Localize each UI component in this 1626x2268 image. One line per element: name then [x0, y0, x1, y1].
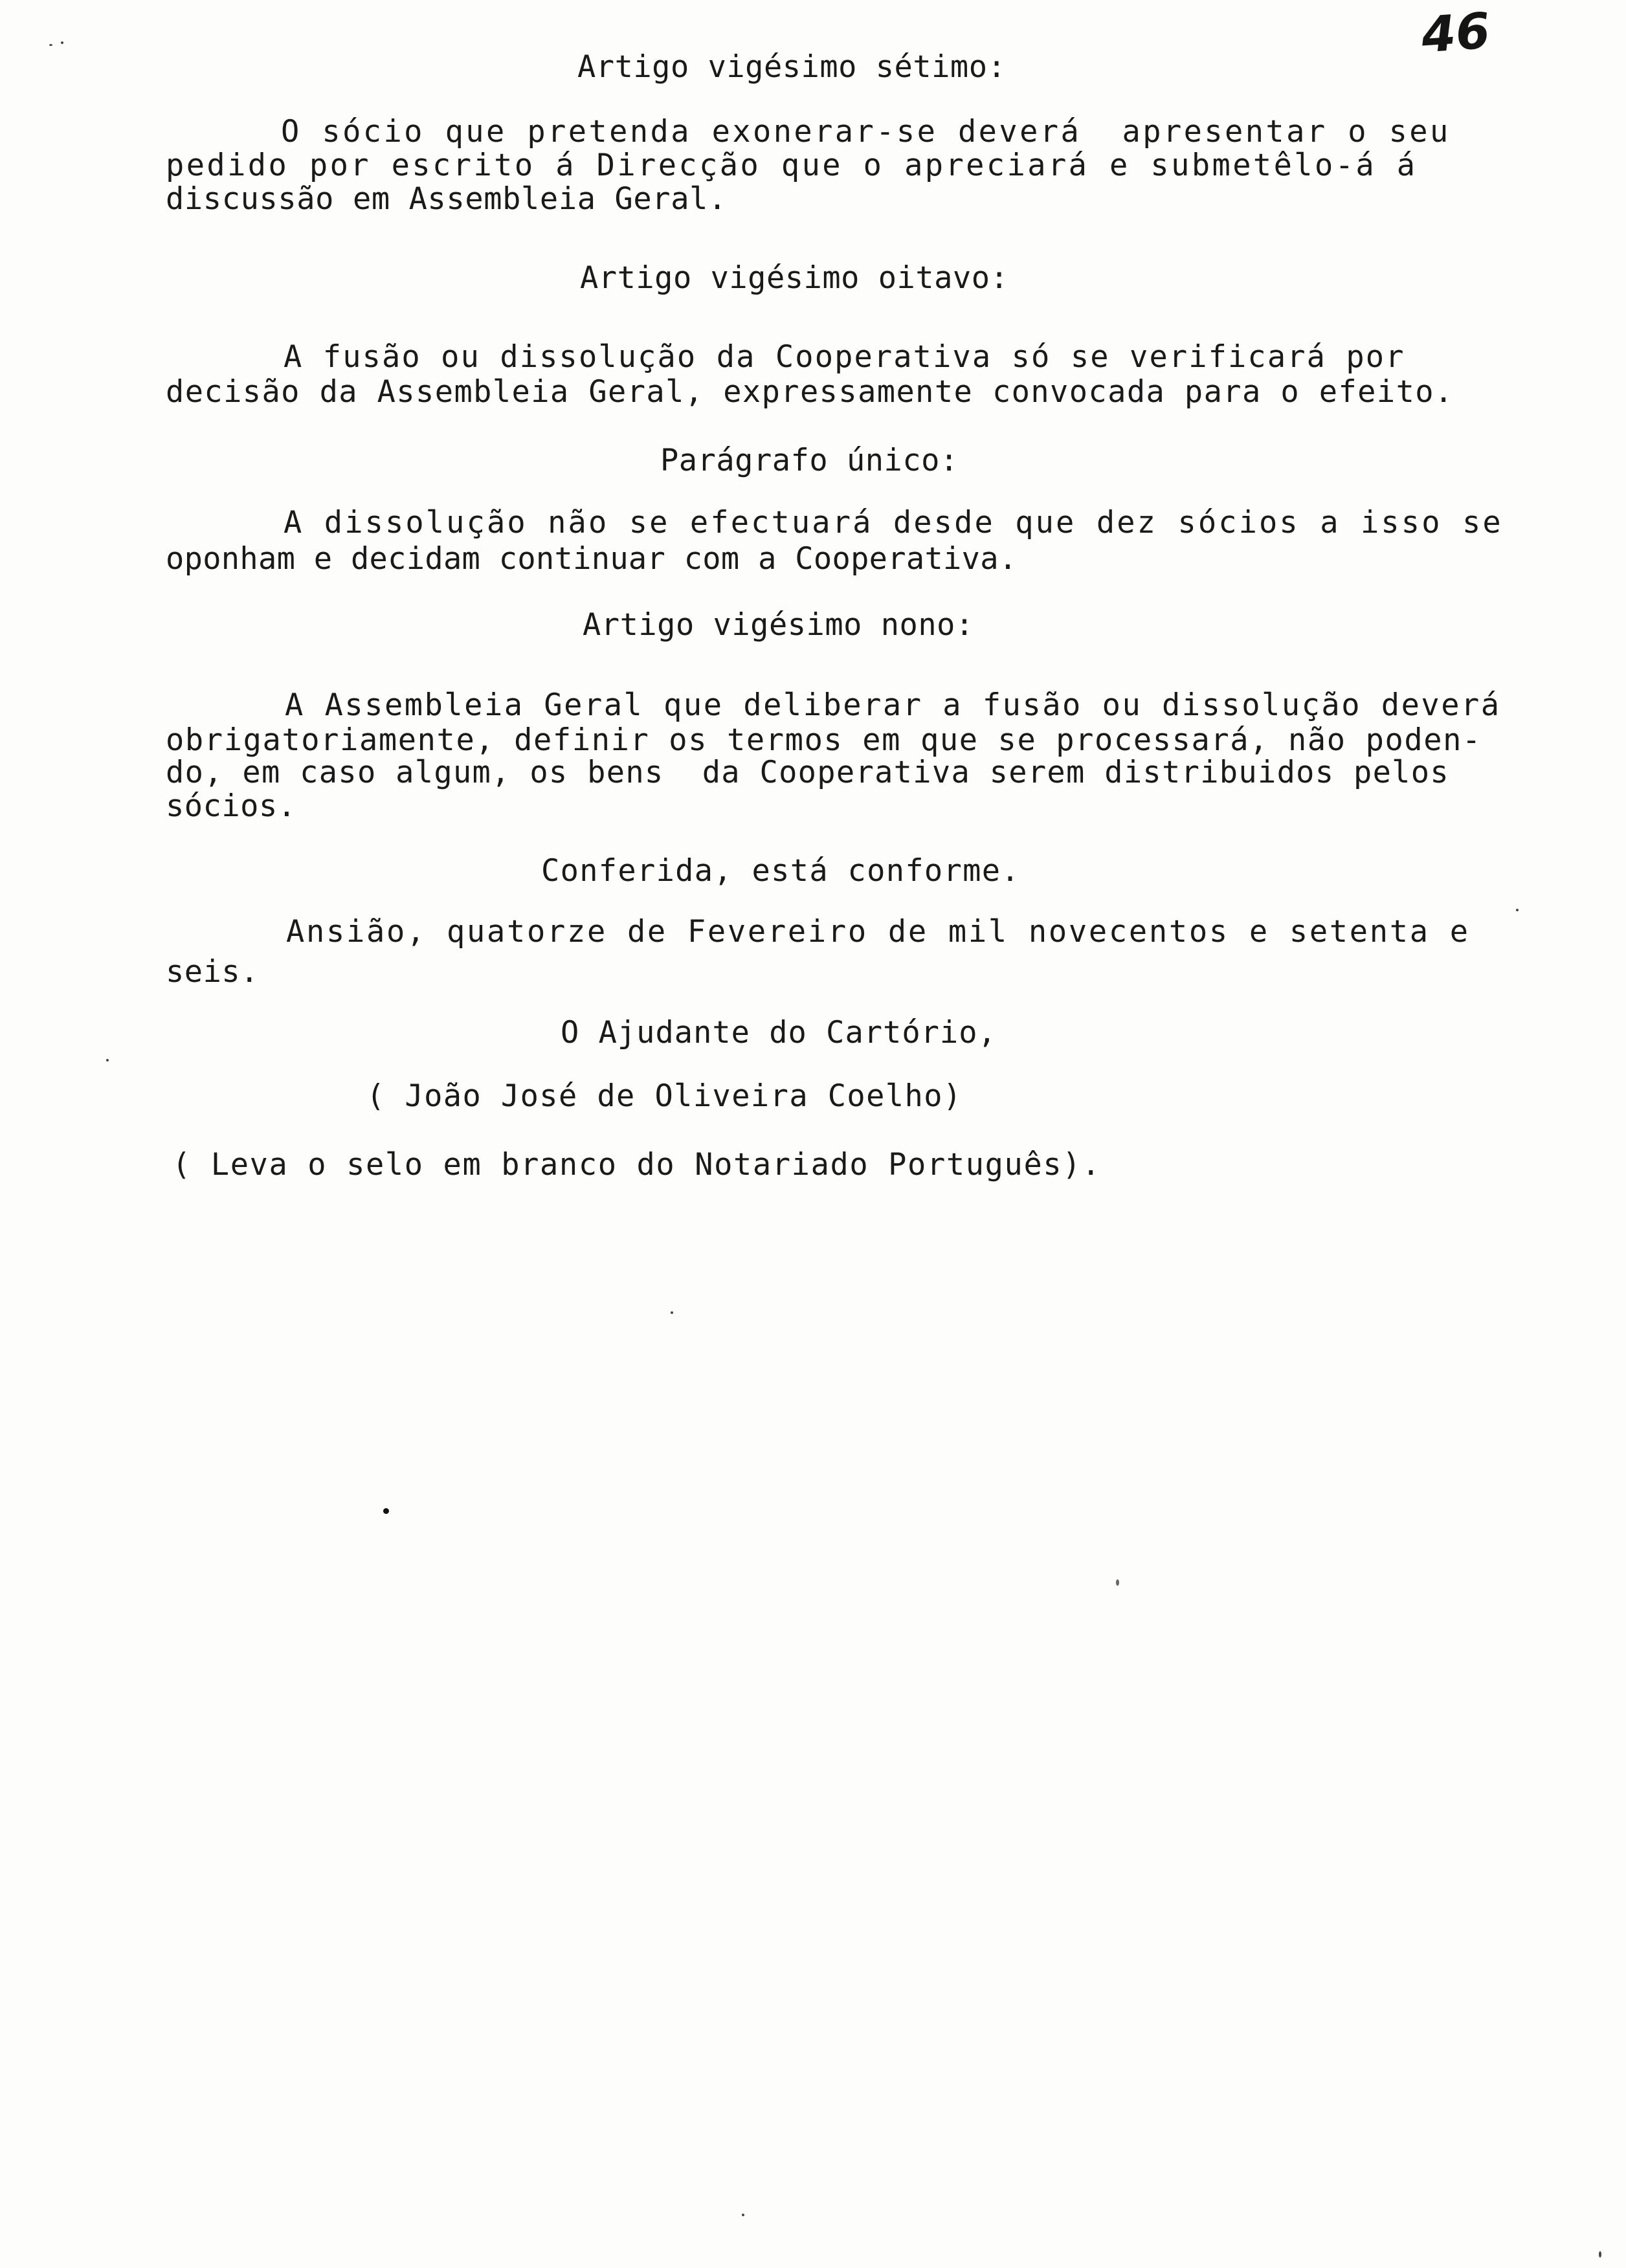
scan-speck — [61, 41, 63, 44]
conferida-line: Conferida, está conforme. — [541, 853, 1020, 889]
article-27-line-1: O sócio que pretenda exonerar-se deverá apresentar o seu — [281, 114, 1451, 150]
seal-note: ( Leva o selo em branco do Notariado Português). — [172, 1147, 1102, 1183]
notary-role: O Ajudante do Cartório, — [561, 1015, 997, 1051]
scan-speck — [671, 1311, 673, 1314]
article-27-heading: Artigo vigésimo sétimo: — [577, 49, 1007, 85]
article-27-line-3: discussão em Assembleia Geral. — [166, 181, 727, 217]
scan-speck — [742, 2214, 744, 2216]
article-28-subheading: Parágrafo único: — [660, 443, 959, 478]
scan-speck — [1599, 2251, 1601, 2258]
date-line-1: Ansião, quatorze de Fevereiro de mil novecentos e setenta e — [286, 914, 1470, 950]
scan-speck — [106, 1059, 109, 1062]
signatory-name: ( João José de Oliveira Coelho) — [366, 1078, 963, 1114]
article-29-line-3: do, em caso algum, os bens da Cooperativa serem distribuidos pelos — [166, 755, 1449, 790]
article-28-line-2: decisão da Assembleia Geral, expressamente convocada para o efeito. — [166, 374, 1454, 410]
scan-speck — [1516, 909, 1519, 911]
article-28-sub-line-2: oponham e decidam continuar com a Cooperativa. — [166, 541, 1018, 577]
article-29-line-2: obrigatoriamente, definir os termos em que se processará, não poden- — [166, 722, 1482, 758]
article-29-line-1: A Assembleia Geral que deliberar a fusão ou dissolução deverá — [285, 687, 1501, 723]
date-line-2: seis. — [166, 954, 259, 990]
article-28-line-1: A fusão ou dissolução da Cooperativa só se verificará por — [284, 339, 1405, 375]
article-29-line-4: sócios. — [166, 788, 296, 824]
page-number: 46 — [1420, 1, 1492, 64]
article-29-heading: Artigo vigésimo nono: — [583, 607, 974, 643]
article-27-line-2: pedido por escrito á Direcção que o apreciará e submetêlo-á á — [166, 148, 1418, 183]
scan-speck — [1116, 1579, 1119, 1586]
article-28-heading: Artigo vigésimo oitavo: — [580, 260, 1009, 296]
scan-speck — [383, 1508, 389, 1514]
article-28-sub-line-1: A dissolução não se efectuará desde que dez sócios a isso se — [284, 505, 1503, 540]
scan-speck — [49, 44, 52, 46]
